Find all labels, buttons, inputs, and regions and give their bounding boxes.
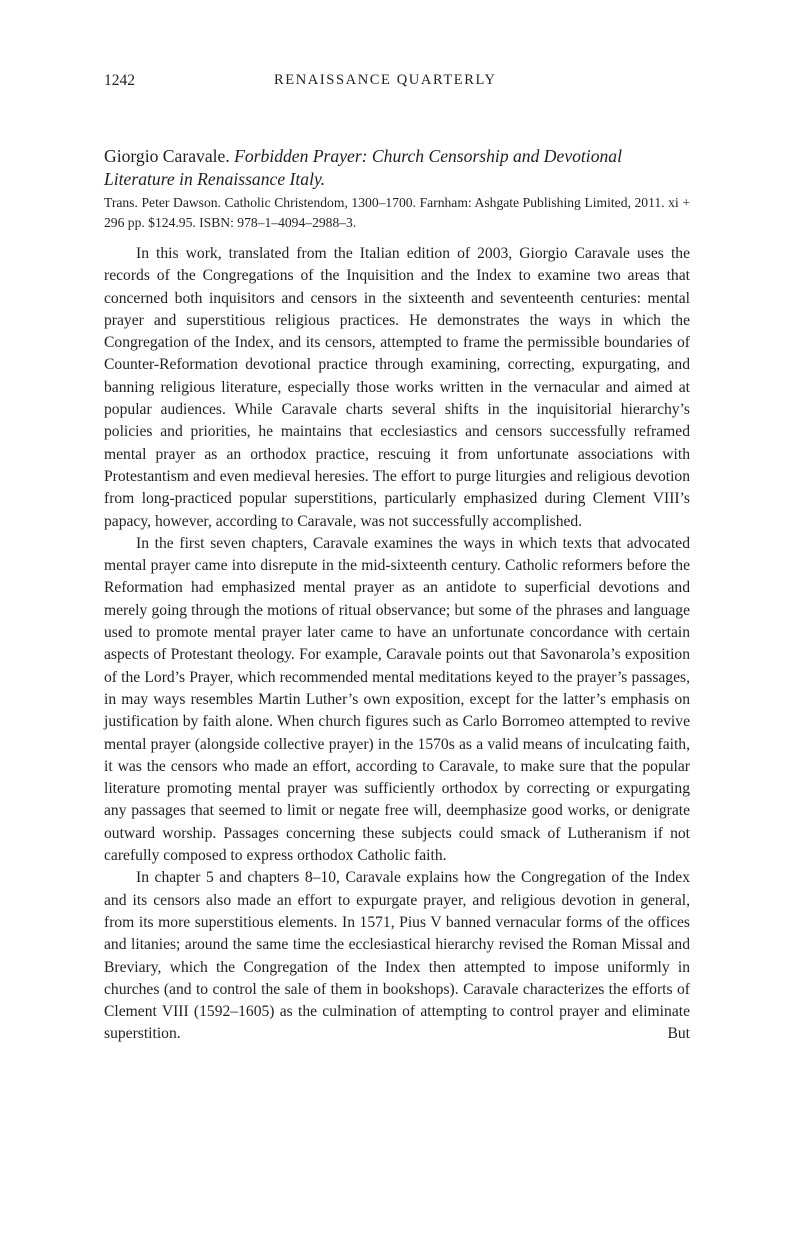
body-paragraph-2: In the first seven chapters, Caravale examines the ways in which texts that advocated mental prayer came into disrepute in the mid-sixteenth century. Catholic reformers before the Reformation had emphasized mental prayer as an antidote to superficial devotions and merely going through the motions of ritual observance; but some of the phrases and language used to promote mental prayer later came to have an unfortunate concordance with certain aspects of Protestant theology. For example, Caravale points out that Savonarola’s exposition of the Lord’s Prayer, which recommended mental meditations keyed to the prayer’s passages, in may ways resembles Martin Luther’s own exposition, except for the latter’s emphasis on justification by faith alone. When church figures such as Carlo Borromeo attempted to revive mental prayer (alongside collective prayer) in the 1570s as a valid means of inculcating faith, it was the censors who made an effort, according to Caravale, to make sure that the popular literature promoting mental prayer was sufficiently orthodox by correcting or expurgating any passages that seemed to limit or negate free will, deemphasize good works, or denigrate outward worship. Passages concerning these subjects could smack of Lutheranism if not carefully composed to express orthodox Catholic faith. xyxy=(104,534,690,865)
review-heading xyxy=(104,145,690,233)
review-body xyxy=(104,243,690,1046)
journal-title: RENAISSANCE QUARTERLY xyxy=(274,72,497,88)
body-paragraph-1: In this work, translated from the Italian edition of 2003, Giorgio Caravale uses the records of the Congregations of the Inquisition and the Index to examine two areas that concerned both inquisitors and censors in the sixteenth and seventeenth centuries: mental prayer and superstitious religious practices. He demonstrates the ways in which the Congregation of the Index, and its censors, attempted to frame the permissible boundaries of Counter-Reformation devotional practice through examining, correcting, expurgating, and banning religious literature, especially those works written in the vernacular and aimed at popular audiences. While Caravale charts several shifts in the inquisitorial hierarchy’s policies and priorities, he maintains that ecclesiastics and censors successfully reframed mental prayer as an orthodox practice, rescuing it from unfortunate associations with Protestantism and even medieval heresies. The effort to purge liturgies and religious devotion from long-practiced popular superstitions, particularly emphasized during Clement VIII’s papacy, however, according to Caravale, was not successfully accomplished. xyxy=(104,245,690,530)
page-number: 1242 xyxy=(104,72,135,89)
running-head xyxy=(104,72,690,94)
book-citation xyxy=(104,145,690,191)
book-author: Giorgio Caravale. xyxy=(104,146,230,166)
book-title: Forbidden Prayer: Church Censorship and Devotional Literature in Renaissance Italy. xyxy=(104,146,622,189)
bibliographic-details: Trans. Peter Dawson. Catholic Christendom, 1300–1700. Farnham: Ashgate Publishing Limited, 2011. xi + 296 pp. $124.95. ISBN: 978–1–4094–2988–3. xyxy=(104,195,690,230)
body-paragraph-3: In chapter 5 and chapters 8–10, Caravale explains how the Congregation of the Index and its censors also made an effort to expurgate prayer, and religious devotion in general, from its more superstitious elements. In 1571, Pius V banned vernacular forms of the offices and litanies; around the same time the ecclesiastical hierarchy revised the Roman Missal and Breviary, which the Congregation of the Index then attempted to impose uniformly in churches (and to control the sale of them in bookshops). Caravale characterizes the efforts of Clement VIII (1592–1605) as the culmination of attempting to control prayer and eliminate superstition. But xyxy=(104,869,690,1043)
